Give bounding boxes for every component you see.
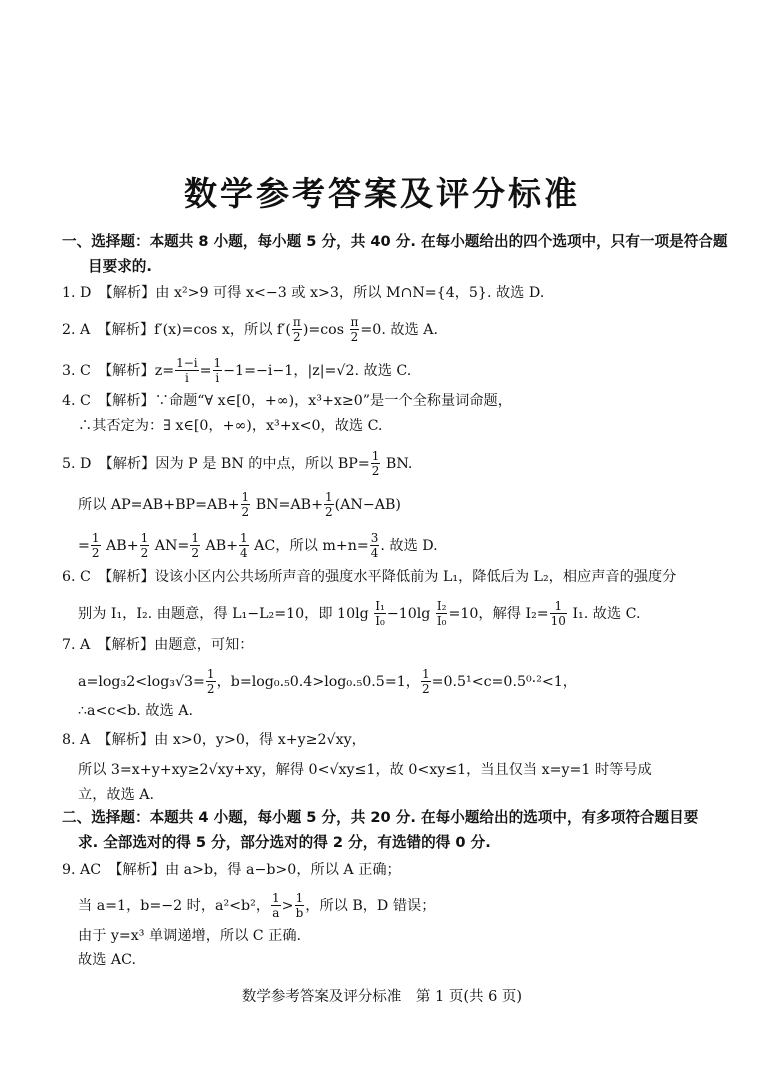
section-1-heading-line2: 目要求的. bbox=[88, 258, 152, 275]
answer-q8-line1: 8. A 【解析】由 x>0，y>0，得 x+y≥2√xy， bbox=[62, 732, 366, 748]
answer-q5-line1: 5. D 【解析】因为 P 是 BN 的中点，所以 BP= $\frac{1}{2}$ BN. bbox=[62, 449, 413, 478]
answer-q9-line3: 由于 y=x³ 单调递增，所以 C 正确. bbox=[78, 928, 302, 944]
answer-q3: 3. C 【解析】z= $\frac{1-i}{i}$ = $\frac{1}{i}$ −1=−i−1，|z|=√2. 故选 C. bbox=[62, 356, 412, 385]
page-title: 数学参考答案及评分标准 bbox=[184, 174, 580, 213]
section-2-heading-line1: 二、选择题：本题共 4 小题，每小题 5 分，共 20 分. 在每小题给出的选项中，有多项符合题目要 bbox=[62, 809, 699, 826]
section-2-heading-line2: 求. 全部选对的得 5 分，部分选对的得 2 分，有选错的得 0 分. bbox=[78, 834, 491, 851]
answer-q7-line2: a=log₃2<log₃√3= $\frac{1}{2}$ ，b=log₀.₅0.4>log₀.₅0.5=1， $\frac{1}{2}$ =0.5¹<c=0.5⁰·²<1， bbox=[78, 667, 577, 696]
answer-q5-line3: = $\frac{1}{2}$ AB+ $\frac{1}{2}$ AN= $\frac{1}{2}$ AB+ $\frac{1}{4}$ AC，所以 m+n= $\frac{3}{4}$ . 故选 D. bbox=[78, 531, 438, 560]
answer-q8-line2: 所以 3=x+y+xy≥2√xy+xy，解得 0<√xy≤1，故 0<xy≤1，当且仅当 x=y=1 时等号成 bbox=[78, 762, 652, 778]
answer-q6-line2: 别为 I₁，I₂. 由题意，得 L₁−L₂=10，即 10lg $\frac{\text{I₁}}{\text{I₀}}$ −10lg $\frac{\text{I₂}}{\text{I₀}}$ =10，解得 I₂= $\frac{1}{10}$ I₁. 故选 C. bbox=[78, 599, 641, 628]
answer-q8-line3: 立，故选 A. bbox=[78, 787, 155, 803]
answer-q7-line1: 7. A 【解析】由题意，可知： bbox=[62, 637, 254, 653]
answer-q6-line1: 6. C 【解析】设该小区内公共场所声音的强度水平降低前为 L₁，降低后为 L₂，相应声音的强度分 bbox=[62, 569, 677, 585]
answer-q7-line3: ∴a<c<b. 故选 A. bbox=[78, 703, 193, 719]
answer-q9-line4: 故选 AC. bbox=[78, 952, 136, 968]
answer-q4-line2: ∴其否定为：∃ x∈[0，+∞)，x³+x<0，故选 C. bbox=[78, 418, 383, 434]
answer-q9-line2: 当 a=1，b=−2 时，a²<b²， $\frac{1}{a}$ > $\frac{1}{b}$ ，所以 B，D 错误； bbox=[78, 891, 436, 920]
page-footer: 数学参考答案及评分标准 第 1 页(共 6 页) bbox=[241, 989, 523, 1005]
answer-q2: 2. A 【解析】f′(x)=cos x，所以 f′( $\frac{\pi}{2}$ )=cos $\frac{\pi}{2}$ =0. 故选 A. bbox=[62, 315, 438, 344]
answer-q1: 1. D 【解析】由 x²>9 可得 x<−3 或 x>3，所以 M∩N={4，5}. 故选 D. bbox=[62, 285, 545, 301]
answer-q9-line1: 9. AC 【解析】由 a>b，得 a−b>0，所以 A 正确； bbox=[62, 862, 401, 878]
answer-q4-line1: 4. C 【解析】∵命题“∀ x∈[0，+∞)，x³+x≥0”是一个全称量词命题， bbox=[62, 393, 512, 409]
answer-q5-line2: 所以 AP=AB+BP=AB+ $\frac{1}{2}$ BN=AB+ $\frac{1}{2}$ (AN−AB) bbox=[78, 490, 401, 519]
section-1-heading-line1: 一、选择题：本题共 8 小题，每小题 5 分，共 40 分. 在每小题给出的四个选项中，只有一项是符合题 bbox=[62, 233, 728, 250]
